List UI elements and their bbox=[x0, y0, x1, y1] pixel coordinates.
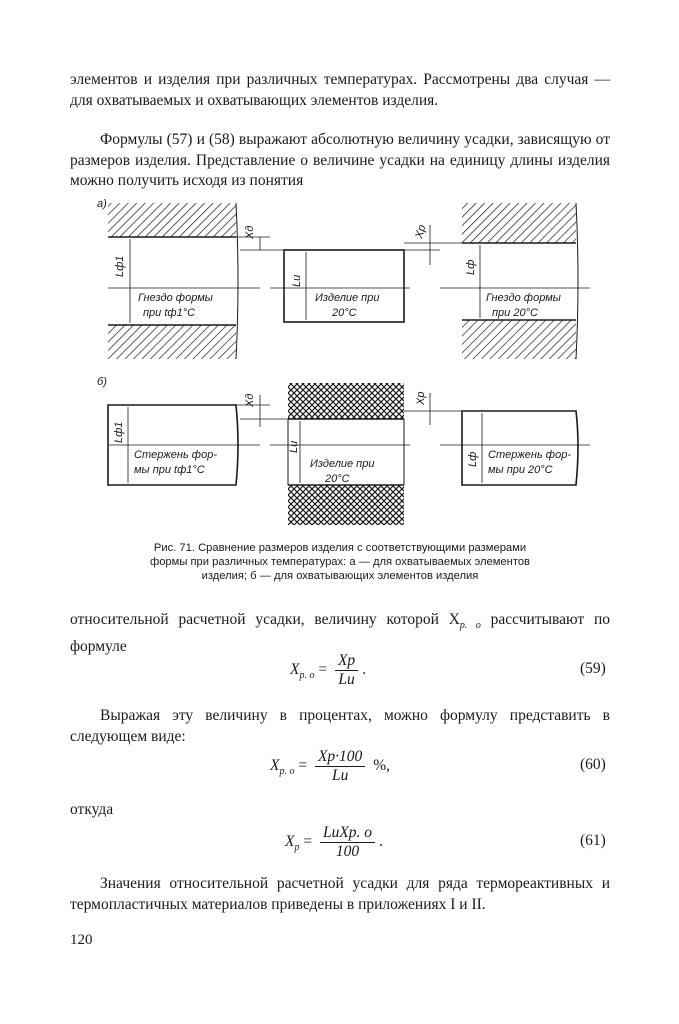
f61-num: LиXр. о bbox=[320, 824, 375, 843]
caption-line2: формы при различных температурах: а — для охватываемых элементов bbox=[150, 556, 530, 568]
figure-label-a: а) bbox=[97, 198, 107, 210]
formula-59 bbox=[290, 652, 366, 689]
dim-lu-b: Lи bbox=[288, 440, 300, 453]
mold-cavity-right bbox=[440, 203, 590, 359]
dim-xd-a: Xд bbox=[244, 225, 256, 239]
f59-fraction bbox=[335, 652, 358, 689]
gnezdo-a-line1: Гнездо формы bbox=[138, 292, 213, 304]
core-right bbox=[440, 411, 590, 485]
izdelie-b-line1: Изделие при bbox=[310, 458, 375, 470]
formula-61-number: (61) bbox=[580, 832, 606, 849]
product-center-b bbox=[240, 383, 462, 525]
f61-eq: = bbox=[303, 833, 313, 851]
dim-xp-a: Xр bbox=[413, 223, 429, 240]
para3-end: рассчитывают по формуле bbox=[70, 611, 611, 655]
f61-tail: . bbox=[379, 833, 383, 851]
f59-tail: . bbox=[362, 661, 367, 679]
gnezdo-b-line1: Гнездо формы bbox=[486, 292, 561, 304]
paragraph-values: Значения относительной расчетной усадки для ряда термореактивных и термопластичных материалов приведены в приложениях I и II. bbox=[70, 875, 610, 913]
dim-lf-a: Lф bbox=[465, 259, 477, 275]
formula-60-number: (60) bbox=[580, 756, 606, 773]
izdelie-a-line1: Изделие при bbox=[315, 292, 380, 304]
page-number: 120 bbox=[70, 932, 93, 948]
f60-den: Lи bbox=[331, 767, 349, 784]
sterzhen-a-line2: мы при tф1°С bbox=[134, 464, 205, 476]
f60-lhs: X bbox=[270, 757, 280, 775]
dim-lu-a: Lи bbox=[291, 274, 303, 287]
f61-lhs: X bbox=[285, 833, 295, 851]
izdelie-b-line2: 20°С bbox=[325, 473, 350, 485]
f61-fraction bbox=[320, 824, 375, 861]
sterzhen-a-line1: Стержень фор- bbox=[134, 449, 218, 461]
sterzhen-b-line2: мы при 20°С bbox=[488, 464, 553, 476]
gnezdo-a-line2: при tф1°С bbox=[143, 307, 196, 319]
para3-text: относительной расчетной усадки, величину которой X bbox=[70, 611, 460, 628]
core-left bbox=[108, 405, 270, 485]
paragraph-relative bbox=[70, 610, 610, 657]
paragraph-whence: откуда bbox=[70, 801, 114, 818]
figure-label-b: б) bbox=[97, 376, 107, 388]
f60-num: Xр·100 bbox=[315, 748, 365, 767]
paragraph-formulas: Формулы (57) и (58) выражают абсолютную величину усадки, зависящую от размеров изделия. Представление о величине усадки на единицу длины изделия можно получить исходя из понятия bbox=[70, 131, 610, 189]
f61-lhs-sub: р bbox=[294, 842, 300, 854]
dim-lf1-a: Lф1 bbox=[114, 255, 126, 277]
izdelie-a-line2: 20°С bbox=[332, 307, 357, 319]
f59-den: Lи bbox=[338, 671, 355, 688]
f60-lhs-sub: р. о bbox=[279, 766, 295, 778]
paragraph-intro: элементов и изделия при различных температурах. Рассмотрены два случая — для охватываемых и охватывающих элементов изделия. bbox=[70, 71, 610, 109]
mold-cavity-left bbox=[108, 203, 260, 359]
f60-tail: %, bbox=[373, 757, 390, 775]
product-center-a bbox=[236, 224, 462, 322]
formula-61 bbox=[285, 824, 383, 861]
caption-line3: изделия; б — для охватывающих элементов изделия bbox=[201, 570, 479, 582]
f59-lhs: X bbox=[290, 661, 300, 679]
paragraph-percent: Выражая эту величину в процентах, можно формулу представить в следующем виде: bbox=[70, 707, 610, 745]
para3-sub: р. о bbox=[459, 620, 481, 632]
f59-num: Xр bbox=[335, 652, 358, 671]
dim-lf-b: Lф bbox=[467, 451, 479, 467]
dim-xp-b: Xр bbox=[415, 391, 427, 405]
gnezdo-b-line2: при 20°С bbox=[492, 307, 538, 319]
f59-lhs-sub: р. о bbox=[299, 670, 315, 682]
f59-eq: = bbox=[318, 661, 328, 679]
figure-71 bbox=[0, 195, 679, 535]
caption-line1: Рис. 71. Сравнение размеров изделия с соответствующими размерами bbox=[153, 542, 527, 554]
dim-lf1-b: Lф1 bbox=[113, 421, 125, 443]
formula-59-number: (59) bbox=[580, 660, 606, 677]
f61-den: 100 bbox=[335, 843, 360, 860]
f60-fraction bbox=[315, 748, 365, 785]
sterzhen-b-line1: Стержень фор- bbox=[488, 449, 572, 461]
formula-60 bbox=[270, 748, 390, 785]
figure-caption bbox=[85, 541, 595, 583]
dim-xd-b: Xд bbox=[244, 393, 256, 407]
f60-eq: = bbox=[298, 757, 308, 775]
